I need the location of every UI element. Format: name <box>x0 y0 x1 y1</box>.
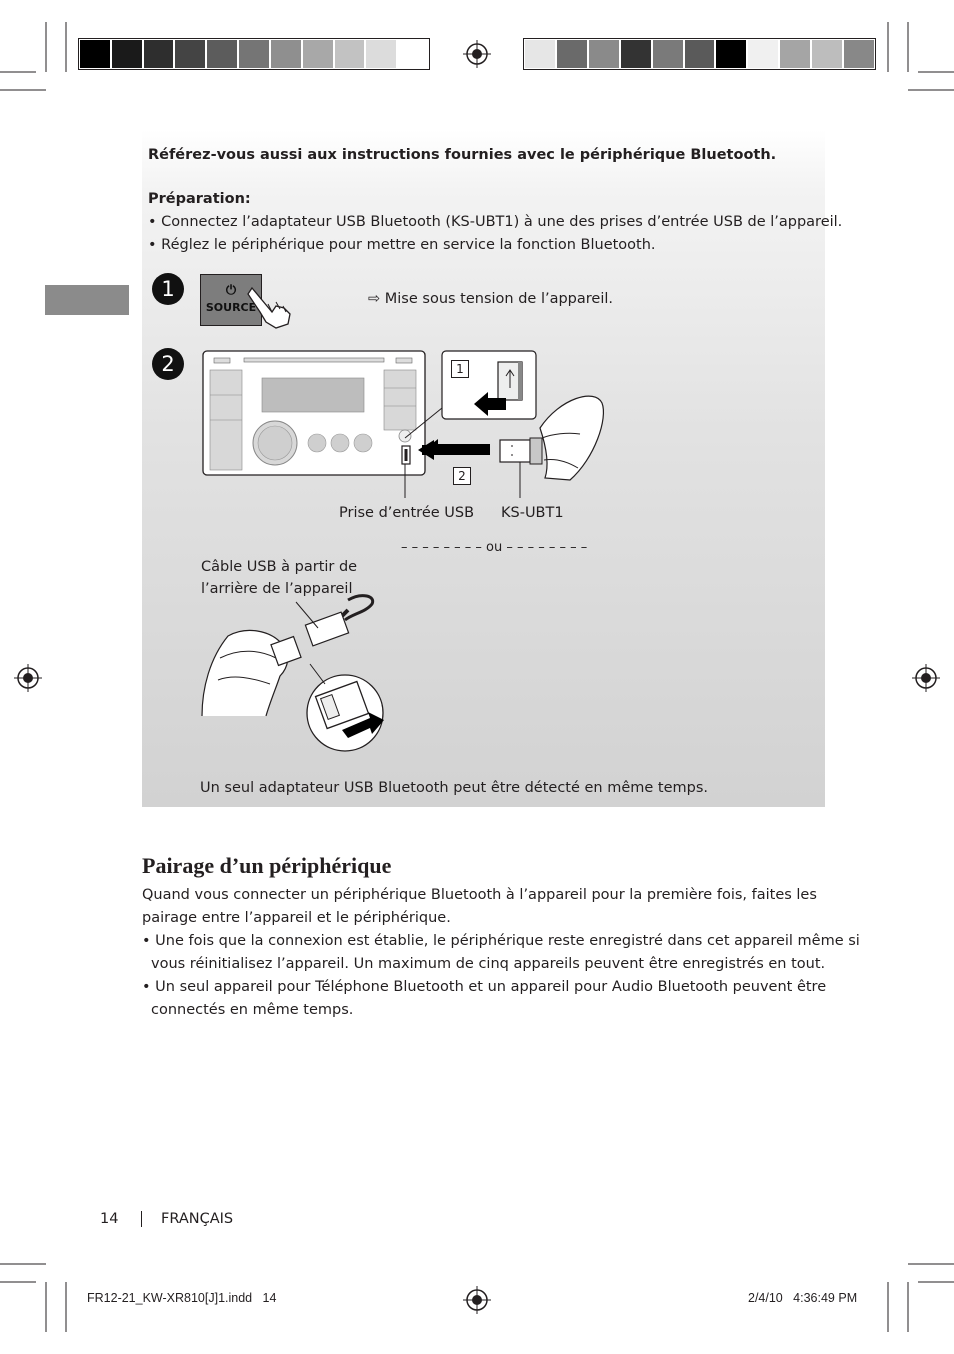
step-2-number: 2 <box>152 348 184 380</box>
pairing-bullet-2-line-1: Un seul appareil pour Téléphone Bluetooth et un appareil pour Audio Bluetooth peuvent être <box>155 979 827 995</box>
color-swatch <box>175 40 205 68</box>
preparation-item-1-text: Connectez l’adaptateur USB Bluetooth (KS-UBT1) à une des prises d’entrée USB de l’appareil. <box>161 214 843 230</box>
color-swatch <box>844 40 874 68</box>
pointing-hand-icon <box>246 278 298 330</box>
preparation-item-2: • Réglez le périphérique pour mettre en service la fonction Bluetooth. <box>148 237 656 253</box>
source-button-label: SOURCE <box>205 301 257 314</box>
footer-language: FRANÇAIS <box>161 1211 234 1227</box>
color-swatch <box>557 40 587 68</box>
usb-cable-illustration <box>200 588 390 753</box>
color-swatch <box>812 40 842 68</box>
print-date-info: 2/4/10 4:36:49 PM <box>748 1291 858 1305</box>
registration-mark-right <box>912 664 940 692</box>
color-swatch <box>112 40 142 68</box>
color-swatch <box>685 40 715 68</box>
color-swatch <box>621 40 651 68</box>
registration-mark-bottom <box>463 1286 491 1314</box>
or-separator: – – – – – – – – ou – – – – – – – – <box>401 540 588 555</box>
section-side-tab <box>45 285 129 315</box>
pairing-bullet-1: • Une fois que la connexion est établie, le périphérique reste enregistré dans cet appareil même si <box>142 933 860 949</box>
color-swatch <box>653 40 683 68</box>
adapter-label: KS-UBT1 <box>501 505 564 521</box>
cable-label-line-1: Câble USB à partir de <box>201 559 358 575</box>
color-swatch <box>303 40 333 68</box>
color-swatch <box>271 40 301 68</box>
color-swatch <box>207 40 237 68</box>
pairing-bullet-1-line-2: vous réinitialisez l’appareil. Un maximum de cinq appareils peuvent être enregistrés en tout. <box>151 956 826 972</box>
pairing-paragraph-line-1: Quand vous connecter un périphérique Bluetooth à l’appareil pour la première fois, faites les <box>142 887 817 903</box>
color-swatch <box>780 40 810 68</box>
intro-text: Référez-vous aussi aux instructions fournies avec le périphérique Bluetooth. <box>148 147 777 163</box>
usb-port-label: Prise d’entrée USB <box>339 505 475 521</box>
color-swatch <box>748 40 778 68</box>
registration-mark-top <box>463 40 491 68</box>
print-file-info: FR12-21_KW-XR810[J]1.indd 14 <box>87 1291 277 1305</box>
car-receiver-illustration <box>200 348 620 498</box>
right-arrow-icon: ⇨ <box>368 291 381 307</box>
step-1-result <box>368 288 613 311</box>
color-swatch <box>366 40 396 68</box>
color-swatch <box>716 40 746 68</box>
power-icon: ⏻ <box>225 283 237 298</box>
color-swatch <box>398 40 428 68</box>
step-box-1: 1 <box>451 360 469 378</box>
step-1-number: 1 <box>152 273 184 305</box>
preparation-title: Préparation: <box>148 191 251 207</box>
step-1-result-text: Mise sous tension de l’appareil. <box>384 291 613 307</box>
pairing-bullet-1-line-1: Une fois que la connexion est établie, le périphérique reste enregistré dans cet appareil même si <box>155 933 860 949</box>
cable-label-line-2: l’arrière de l’appareil <box>201 581 353 597</box>
color-swatch <box>525 40 555 68</box>
pairing-bullet-2-line-2: connectés en même temps. <box>151 1002 354 1018</box>
color-swatch <box>589 40 619 68</box>
preparation-item-1: • Connectez l’adaptateur USB Bluetooth (KS-UBT1) à une des prises d’entrée USB de l’appareil. <box>148 214 843 230</box>
color-swatch <box>335 40 365 68</box>
preparation-item-2-text: Réglez le périphérique pour mettre en service la fonction Bluetooth. <box>161 237 656 253</box>
step-box-2: 2 <box>453 467 471 485</box>
registration-mark-left <box>14 664 42 692</box>
page-number: 14 <box>100 1211 119 1227</box>
pairing-heading: Pairage d’un périphérique <box>142 853 392 878</box>
pairing-bullet-2: • Un seul appareil pour Téléphone Bluetooth et un appareil pour Audio Bluetooth peuvent être <box>142 979 827 995</box>
pairing-paragraph-line-2: pairage entre l’appareil et le périphérique. <box>142 910 451 926</box>
color-swatch <box>144 40 174 68</box>
step-note: Un seul adaptateur USB Bluetooth peut être détecté en même temps. <box>200 780 709 796</box>
color-swatch <box>80 40 110 68</box>
footer-divider <box>141 1211 142 1227</box>
color-swatch <box>239 40 269 68</box>
